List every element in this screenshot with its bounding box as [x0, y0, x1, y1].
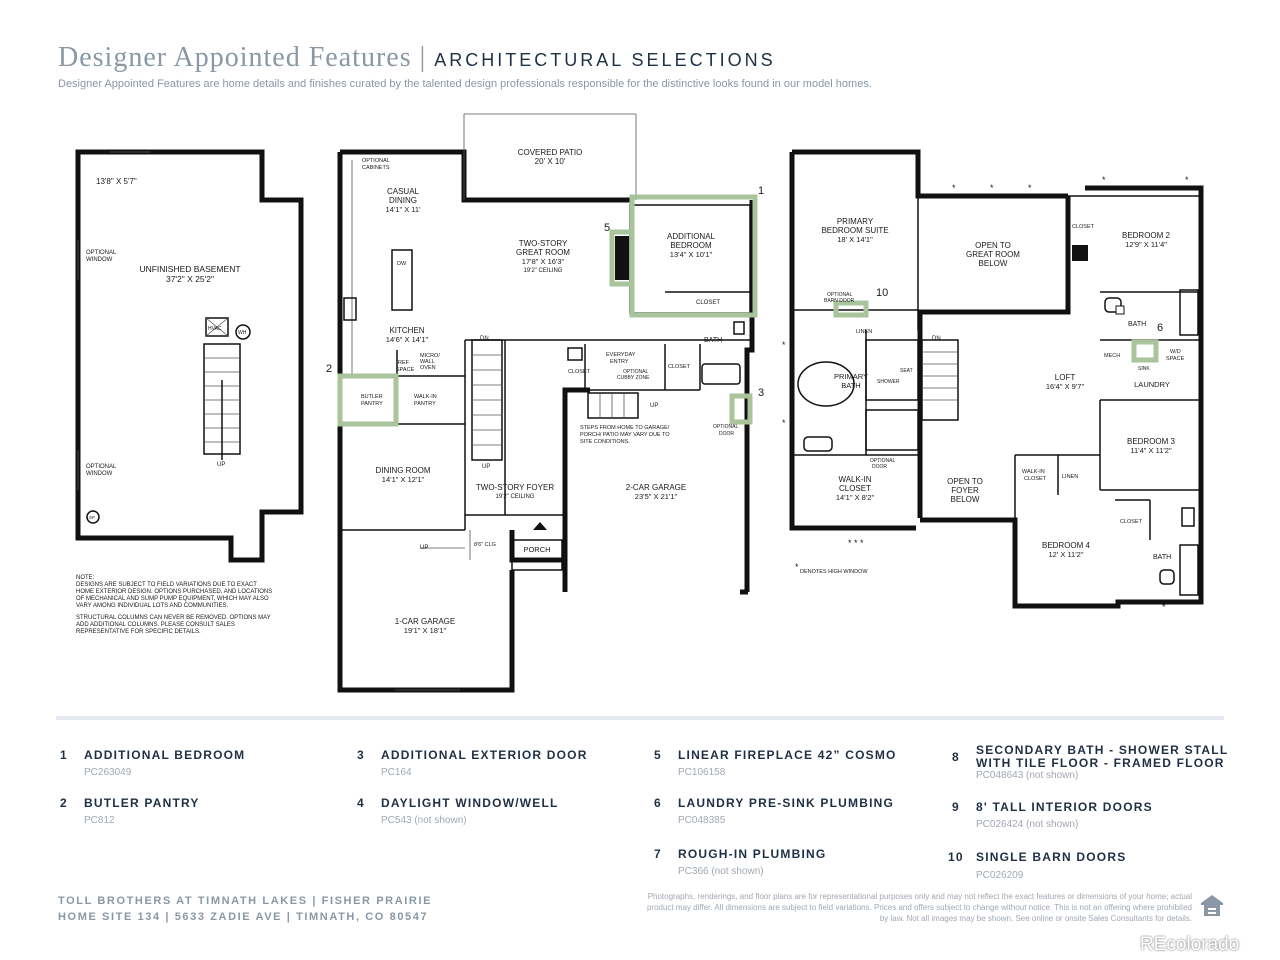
feature-number: 7	[654, 847, 662, 861]
wd-label: W/D	[1170, 349, 1181, 355]
open-great-room-3: BELOW	[978, 259, 1008, 268]
oven-label: OVEN	[420, 365, 436, 371]
feature-3	[357, 748, 588, 762]
footer-disclaimer: Photographs, renderings, and floor plans are for representational purposes only and may not reflect the exact features or dimensions of your home; actual product may differ. All dimensions are subject to field variations. Prices and offers subject to change without notice. This is not an offering where prohibited by law. Not all images may be shown. See online or onsite Sales Consultants for details.	[646, 892, 1192, 923]
note-line: OF MECHANICAL AND SUMP PUMP EQUIPMENT, WHICH MAY ALSO	[76, 596, 269, 602]
great-room-label-2: GREAT ROOM	[516, 248, 570, 257]
watermark: REcolorado	[1140, 934, 1240, 955]
closet-top-label: CLOSET	[1072, 224, 1095, 230]
feature-8-name-1: SECONDARY BATH - SHOWER STALL	[976, 743, 1229, 757]
svg-text:*: *	[782, 340, 786, 350]
primary-suite-dim: 18' X 14'1"	[837, 235, 873, 244]
feature-6	[654, 796, 894, 810]
intro-text: Designer Appointed Features are home details and finishes curated by the talented design professionals responsible for the distinctive looks found in our model homes.	[58, 78, 872, 90]
feature-3-code: PC164	[381, 767, 412, 778]
basement-sump-pump: SP	[89, 515, 96, 520]
primary-bath-label: PRIMARY	[833, 372, 869, 381]
linen-b-label: LINEN	[1062, 474, 1079, 480]
bedroom2-dim: 12'9" X 11'4"	[1125, 240, 1167, 249]
footer-community: TOLL BROTHERS AT TIMNATH LAKES | FISHER PRAIRIE	[58, 895, 433, 907]
wd-space-label: SPACE	[1166, 356, 1185, 362]
dining-room-label: DINING ROOM	[375, 466, 431, 475]
optional-door-2nd-2: DOOR	[872, 464, 887, 470]
open-foyer-2: FOYER	[951, 486, 979, 495]
feature-5-code: PC106158	[678, 767, 726, 778]
butler-pantry-label-2: PANTRY	[361, 401, 383, 407]
feature-number: 6	[654, 796, 662, 810]
bath-a-label: BATH	[1128, 321, 1147, 328]
barn-door-label: BARN DOOR	[824, 298, 855, 304]
callout-6: 6	[1157, 322, 1164, 334]
feature-name: SINGLE BARN DOORS	[976, 850, 1127, 864]
bath-b-label: BATH	[1153, 554, 1172, 561]
stairs-dn: DN	[480, 336, 489, 342]
svg-text:*: *	[782, 418, 786, 428]
optional-cabinets: OPTIONAL	[362, 158, 390, 164]
svg-text:*: *	[1028, 183, 1032, 193]
feature-1-code: PC263049	[84, 767, 132, 778]
basement-room-dim: 37'2" X 25'2"	[165, 274, 215, 284]
additional-bedroom-label-2: BEDROOM	[670, 241, 712, 250]
ref-space-label: SPACE	[396, 367, 415, 373]
garage-1car-dim: 19'1" X 18'1"	[403, 626, 447, 635]
loft-label: LOFT	[1054, 373, 1076, 382]
note-line: HOME EXTERIOR DESIGN. OPTIONS PURCHASED, AND LOCATIONS	[76, 589, 273, 595]
feature-5	[654, 748, 897, 762]
shower-label: SHOWER	[877, 379, 900, 385]
garage-steps-up: UP	[650, 403, 659, 409]
seat-label: SEAT	[900, 368, 913, 374]
open-foyer: OPEN TO	[947, 477, 983, 486]
svg-text:*: *	[1102, 175, 1106, 185]
note-line: REPRESENTATIVE FOR SPECIFIC DETAILS.	[76, 629, 201, 635]
basement-note	[76, 575, 272, 635]
feature-1	[60, 748, 245, 762]
casual-dining-label-2: DINING	[389, 196, 417, 205]
basement-room-name: UNFINISHED BASEMENT	[139, 264, 241, 274]
kitchen-dim: 14'6" X 14'1"	[385, 335, 429, 344]
svg-text:*: *	[1185, 175, 1189, 185]
footer-address: HOME SITE 134 | 5633 ZADIE AVE | TIMNATH, CO 80547	[58, 911, 429, 923]
porch-label: PORCH	[523, 545, 551, 554]
garage-2car-dim: 23'5" X 21'1"	[634, 492, 678, 501]
walk-in-pantry-label-2: PANTRY	[414, 401, 436, 407]
great-room-ceiling: 19'2" CEILING	[523, 268, 563, 274]
feature-7	[654, 847, 826, 861]
garage-1car-up: UP	[420, 545, 429, 551]
note-line: VARY AMONG INDIVIDUAL LOTS AND COMMUNITIES.	[76, 603, 229, 609]
steps-note-2: PORCH/ PATIO MAY VARY DUE TO	[580, 432, 670, 438]
feature-name: BUTLER PANTRY	[84, 796, 200, 810]
feature-number: 2	[60, 796, 68, 810]
feature-name: DAYLIGHT WINDOW/WELL	[381, 796, 559, 810]
basement-hvac: HVAC	[208, 326, 222, 332]
callout-3: 3	[758, 387, 765, 399]
open-foyer-3: BELOW	[950, 495, 980, 504]
mech-label: MECH	[1104, 353, 1121, 359]
closet-b-label: CLOSET	[668, 364, 691, 370]
cubby-zone-2: CUBBY ZONE	[617, 375, 650, 381]
wall-label: WALL	[420, 359, 435, 365]
feature-9-code: PC026424 (not shown)	[976, 819, 1079, 830]
additional-bedroom-dim: 13'4" X 10'1"	[669, 250, 713, 259]
great-room-dim: 17'8" X 16'3"	[521, 257, 565, 266]
basement-optional-window-1b: WINDOW	[86, 257, 113, 263]
optional-door-2nd: OPTIONAL	[870, 458, 896, 464]
additional-bedroom-label: ADDITIONAL	[666, 232, 716, 241]
feature-number: 8	[952, 750, 960, 764]
bedroom3-dim: 11'4" X 11'2"	[1130, 446, 1172, 455]
bedroom-closet-label: CLOSET	[696, 300, 721, 306]
closet-a-label: CLOSET	[568, 369, 591, 375]
basement-optional-window-2b: WINDOW	[86, 471, 113, 477]
loft-dim: 16'4" X 9'7"	[1045, 382, 1085, 391]
garage-1car-label: 1-CAR GARAGE	[394, 617, 456, 626]
svg-text:*: *	[952, 183, 956, 193]
title-main: Designer Appointed Features	[58, 42, 412, 73]
kitchen-label: KITCHEN	[389, 326, 425, 335]
small-walk-in-2: CLOSET	[1024, 476, 1047, 482]
walk-in-closet-dim: 14'1" X 8'2"	[835, 493, 875, 502]
foyer-ceiling: 19'2" CEILING	[495, 494, 535, 500]
feature-name: 8' TALL INTERIOR DOORS	[976, 800, 1153, 814]
feature-2-code: PC812	[84, 815, 115, 826]
equal-housing-icon	[1198, 892, 1226, 920]
basement-up: UP	[217, 462, 226, 468]
basement-optional-window-1: OPTIONAL	[86, 250, 117, 256]
great-room-label: TWO-STORY	[518, 239, 568, 248]
open-great-room-2: GREAT ROOM	[966, 250, 1020, 259]
feature-number: 5	[654, 748, 662, 762]
svg-text:* * *: * * *	[848, 538, 864, 548]
basement-dim-top: 13'8" X 5'7"	[96, 177, 137, 186]
open-great-room: OPEN TO	[975, 241, 1011, 250]
highlight-barn-door	[836, 303, 866, 315]
primary-bath-label-2: BATH	[841, 381, 861, 390]
sink-label: SINK	[1138, 366, 1150, 372]
feature-8-name-2: WITH TILE FLOOR - FRAMED FLOOR	[976, 756, 1225, 770]
callout-2: 2	[326, 363, 333, 375]
closet-b-2nd: CLOSET	[1120, 519, 1143, 525]
bedroom3-label: BEDROOM 3	[1126, 437, 1176, 446]
title-separator: |	[419, 42, 427, 73]
svg-text:*: *	[1162, 602, 1166, 612]
everyday-entry-label-2: ENTRY	[610, 359, 629, 365]
feature-8-code: PC048643 (not shown)	[976, 770, 1079, 781]
steps-note: STEPS FROM HOME TO GARAGE/	[580, 425, 670, 431]
note-line: STRUCTURAL COLUMNS CAN NEVER BE REMOVED. OPTIONS MAY	[76, 615, 271, 621]
title-subtitle: ARCHITECTURAL SELECTIONS	[434, 50, 776, 70]
feature-4	[357, 796, 559, 810]
note-line: NOTE:	[76, 575, 95, 581]
primary-suite-label-2: BEDROOM SUITE	[821, 226, 889, 235]
garage-2car-label: 2-CAR GARAGE	[625, 483, 687, 492]
feature-name: LINEAR FIREPLACE 42” COSMO	[678, 748, 897, 762]
feature-10-code: PC026209	[976, 870, 1024, 881]
dishwasher-label: DW	[397, 261, 407, 267]
high-window-note: DENOTES HIGH WINDOW	[800, 569, 868, 575]
basement-optional-window-2: OPTIONAL	[86, 464, 117, 470]
covered-patio-label: COVERED PATIO	[517, 148, 583, 157]
feature-name: ADDITIONAL EXTERIOR DOOR	[381, 748, 588, 762]
feature-number: 10	[948, 850, 964, 864]
first-bath-label: BATH	[704, 337, 723, 344]
casual-dining-label: CASUAL	[386, 187, 420, 196]
ref-label: REF	[398, 360, 409, 366]
walk-in-pantry-label: WALK-IN	[414, 394, 437, 400]
bedroom4-dim: 12' X 11'2"	[1048, 550, 1084, 559]
callout-10: 10	[876, 287, 889, 299]
cubby-zone: OPTIONAL	[623, 369, 649, 375]
note-line: DESIGNS ARE SUBJECT TO FIELD VARIATIONS DUE TO EXACT	[76, 582, 257, 588]
feature-2	[60, 796, 200, 810]
section-divider	[56, 716, 1224, 720]
feature-6-code: PC048385	[678, 815, 726, 826]
feature-10	[948, 850, 1126, 864]
laundry-label: LAUNDRY	[1134, 380, 1170, 389]
covered-patio-dim: 20' X 10'	[534, 157, 566, 166]
feature-name: ADDITIONAL BEDROOM	[84, 748, 246, 762]
feature-name: ROUGH-IN PLUMBING	[678, 847, 827, 861]
bedroom2-label: BEDROOM 2	[1121, 231, 1171, 240]
callout-1: 1	[758, 185, 765, 197]
second-floor-dn: DN	[932, 336, 941, 342]
highlight-laundry-sink	[1134, 342, 1156, 360]
foyer-label: TWO-STORY FOYER	[475, 483, 555, 492]
ceiling-height: 8'6" CLG	[474, 542, 496, 548]
steps-note-3: SITE CONDITIONS.	[580, 439, 630, 445]
feature-number: 1	[60, 748, 68, 762]
casual-dining-dim: 14'1" X 11'	[385, 205, 421, 214]
primary-suite-label: PRIMARY	[836, 217, 874, 226]
highlight-butler-pantry	[340, 376, 396, 424]
butler-pantry-label: BUTLER	[361, 394, 383, 400]
small-walk-in: WALK-IN	[1022, 469, 1045, 475]
linen-a-label: LINEN	[856, 329, 873, 335]
micro-label: MICRO/	[420, 353, 440, 359]
feature-9	[952, 800, 1153, 814]
optional-door: OPTIONAL	[713, 424, 739, 430]
feature-number: 3	[357, 748, 365, 762]
feature-name: LAUNDRY PRE-SINK PLUMBING	[678, 796, 895, 810]
note-line: ADD ADDITIONAL COLUMNS. PLEASE CONSULT SALES	[76, 622, 235, 628]
callout-5: 5	[604, 222, 611, 234]
everyday-entry-label: EVERYDAY	[606, 352, 636, 358]
feature-7-code: PC366 (not shown)	[678, 866, 764, 877]
optional-door-2: DOOR	[719, 431, 734, 437]
barn-door-optional: OPTIONAL	[827, 292, 853, 298]
walk-in-closet-label: WALK-IN	[838, 475, 872, 484]
feature-4-code: PC543 (not shown)	[381, 815, 467, 826]
optional-cabinets-2: CABINETS	[362, 165, 390, 171]
svg-text:*: *	[990, 183, 994, 193]
feature-number: 4	[357, 796, 365, 810]
svg-text:*: *	[795, 562, 799, 572]
dining-room-dim: 14'1" X 12'1"	[381, 475, 425, 484]
bedroom4-label: BEDROOM 4	[1041, 541, 1091, 550]
feature-8	[952, 750, 976, 764]
walk-in-closet-label-2: CLOSET	[838, 484, 872, 493]
basement-plan	[78, 152, 301, 560]
foyer-stairs-up: UP	[482, 464, 491, 470]
feature-number: 9	[952, 800, 960, 814]
basement-wh: WH	[238, 330, 247, 336]
